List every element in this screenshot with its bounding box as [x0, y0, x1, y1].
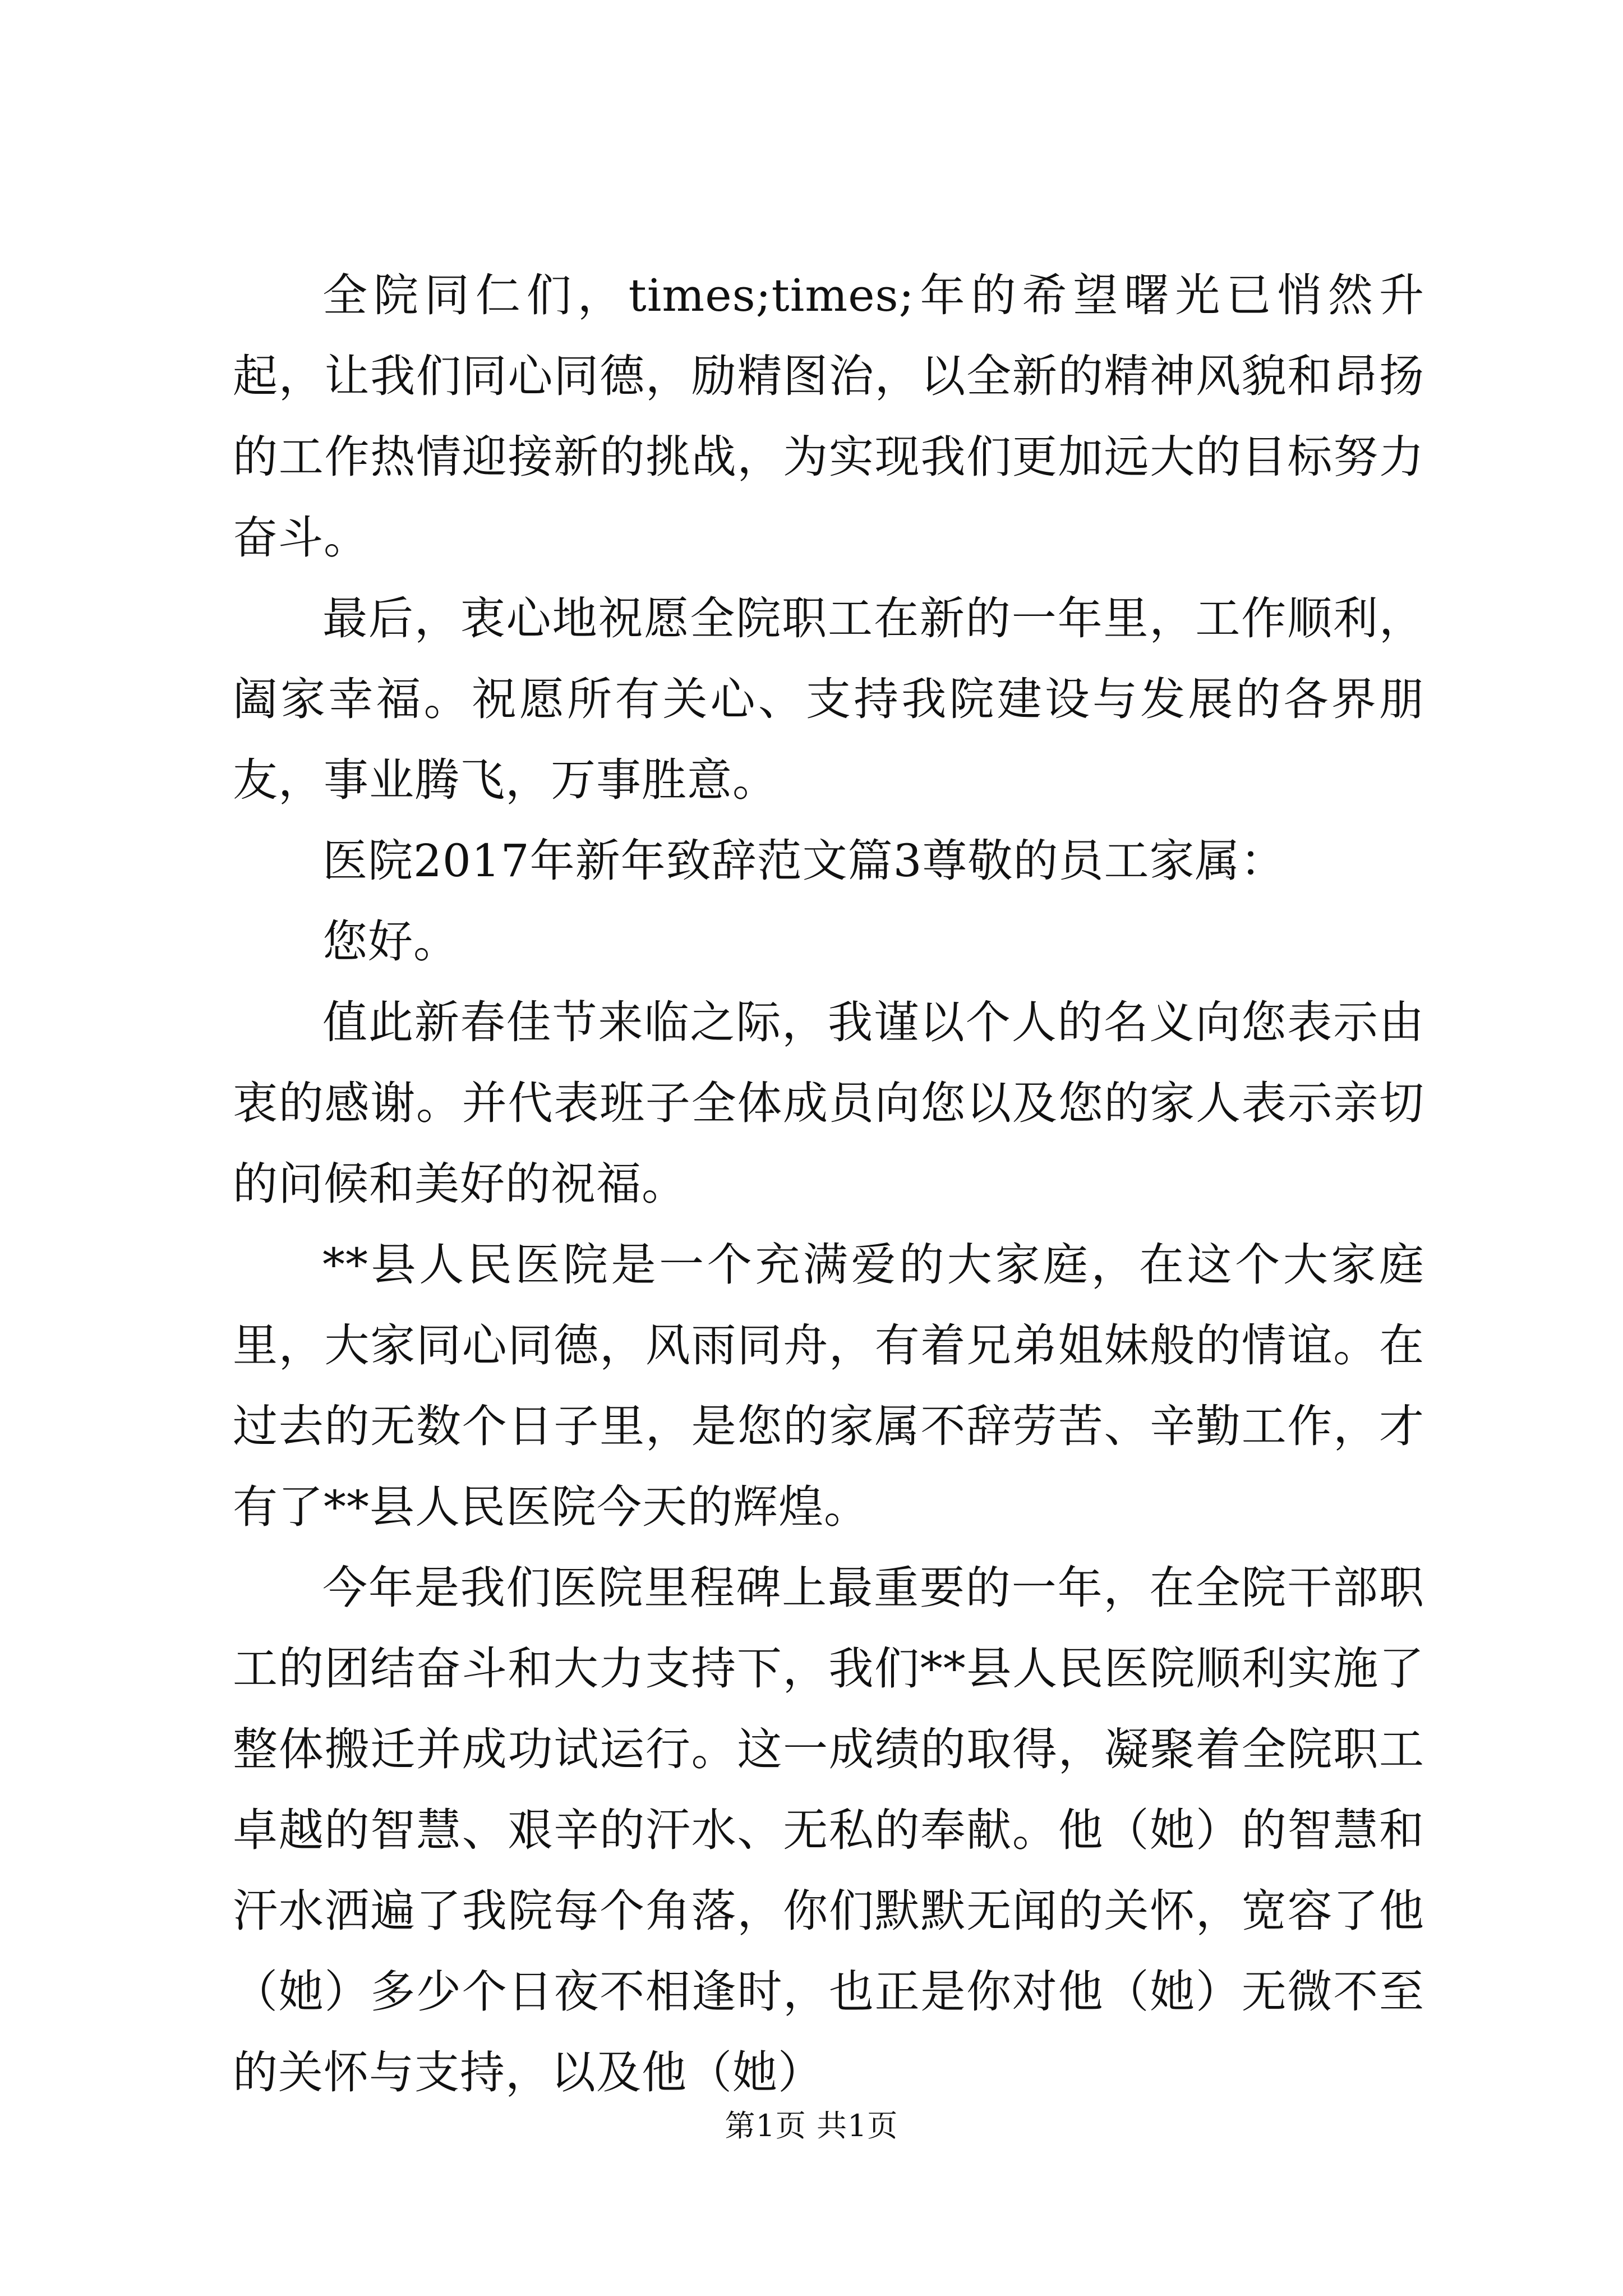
paragraph-section-heading: 医院2017年新年致辞范文篇3尊敬的员工家属：: [322, 835, 1286, 887]
document-body: [233, 255, 1424, 2113]
paragraph-hospital-family: **县人民医院是一个充满爱的大家庭，在这个大家庭里，大家同心同德，风雨同舟，有着兄弟姐妹般的情谊。在过去的无数个日子里，是您的家属不辞劳苦、辛勤工作，才有了**县人民医院今天的辉煌。: [233, 1239, 1424, 1533]
paragraph-closing-call: 全院同仁们，times;times;年的希望曙光已悄然升起，让我们同心同德，励精图治，以全新的精神风貌和昂扬的工作热情迎接新的挑战，为实现我们更加远大的目标努力奋斗。: [233, 269, 1424, 564]
paragraph-final-wishes: 最后，衷心地祝愿全院职工在新的一年里，工作顺利，阖家幸福。祝愿所有关心、支持我院建设与发展的各界朋友，事业腾飞，万事胜意。: [233, 592, 1424, 806]
paragraph-greeting: 您好。: [322, 915, 459, 968]
page-footer: 第1页 共1页: [725, 2108, 898, 2143]
paragraph-thanks: 值此新春佳节来临之际，我谨以个人的名义向您表示由衷的感谢。并代表班子全体成员向您以及您的家人表示亲切的问候和美好的祝福。: [233, 996, 1424, 1210]
paragraph-milestone-year: 今年是我们医院里程碑上最重要的一年，在全院干部职工的团结奋斗和大力支持下，我们**县人民医院顺利实施了整体搬迁并成功试运行。这一成绩的取得，凝聚着全院职工卓越的智慧、艰辛的汗水、无私的奉献。他（她）的智慧和汗水洒遍了我院每个角落，你们默默无闻的关怀，宽容了他（她）多少个日夜不相逢时，也正是你对他（她）无微不至的关怀与支持，以及他（她）: [233, 1562, 1424, 2099]
